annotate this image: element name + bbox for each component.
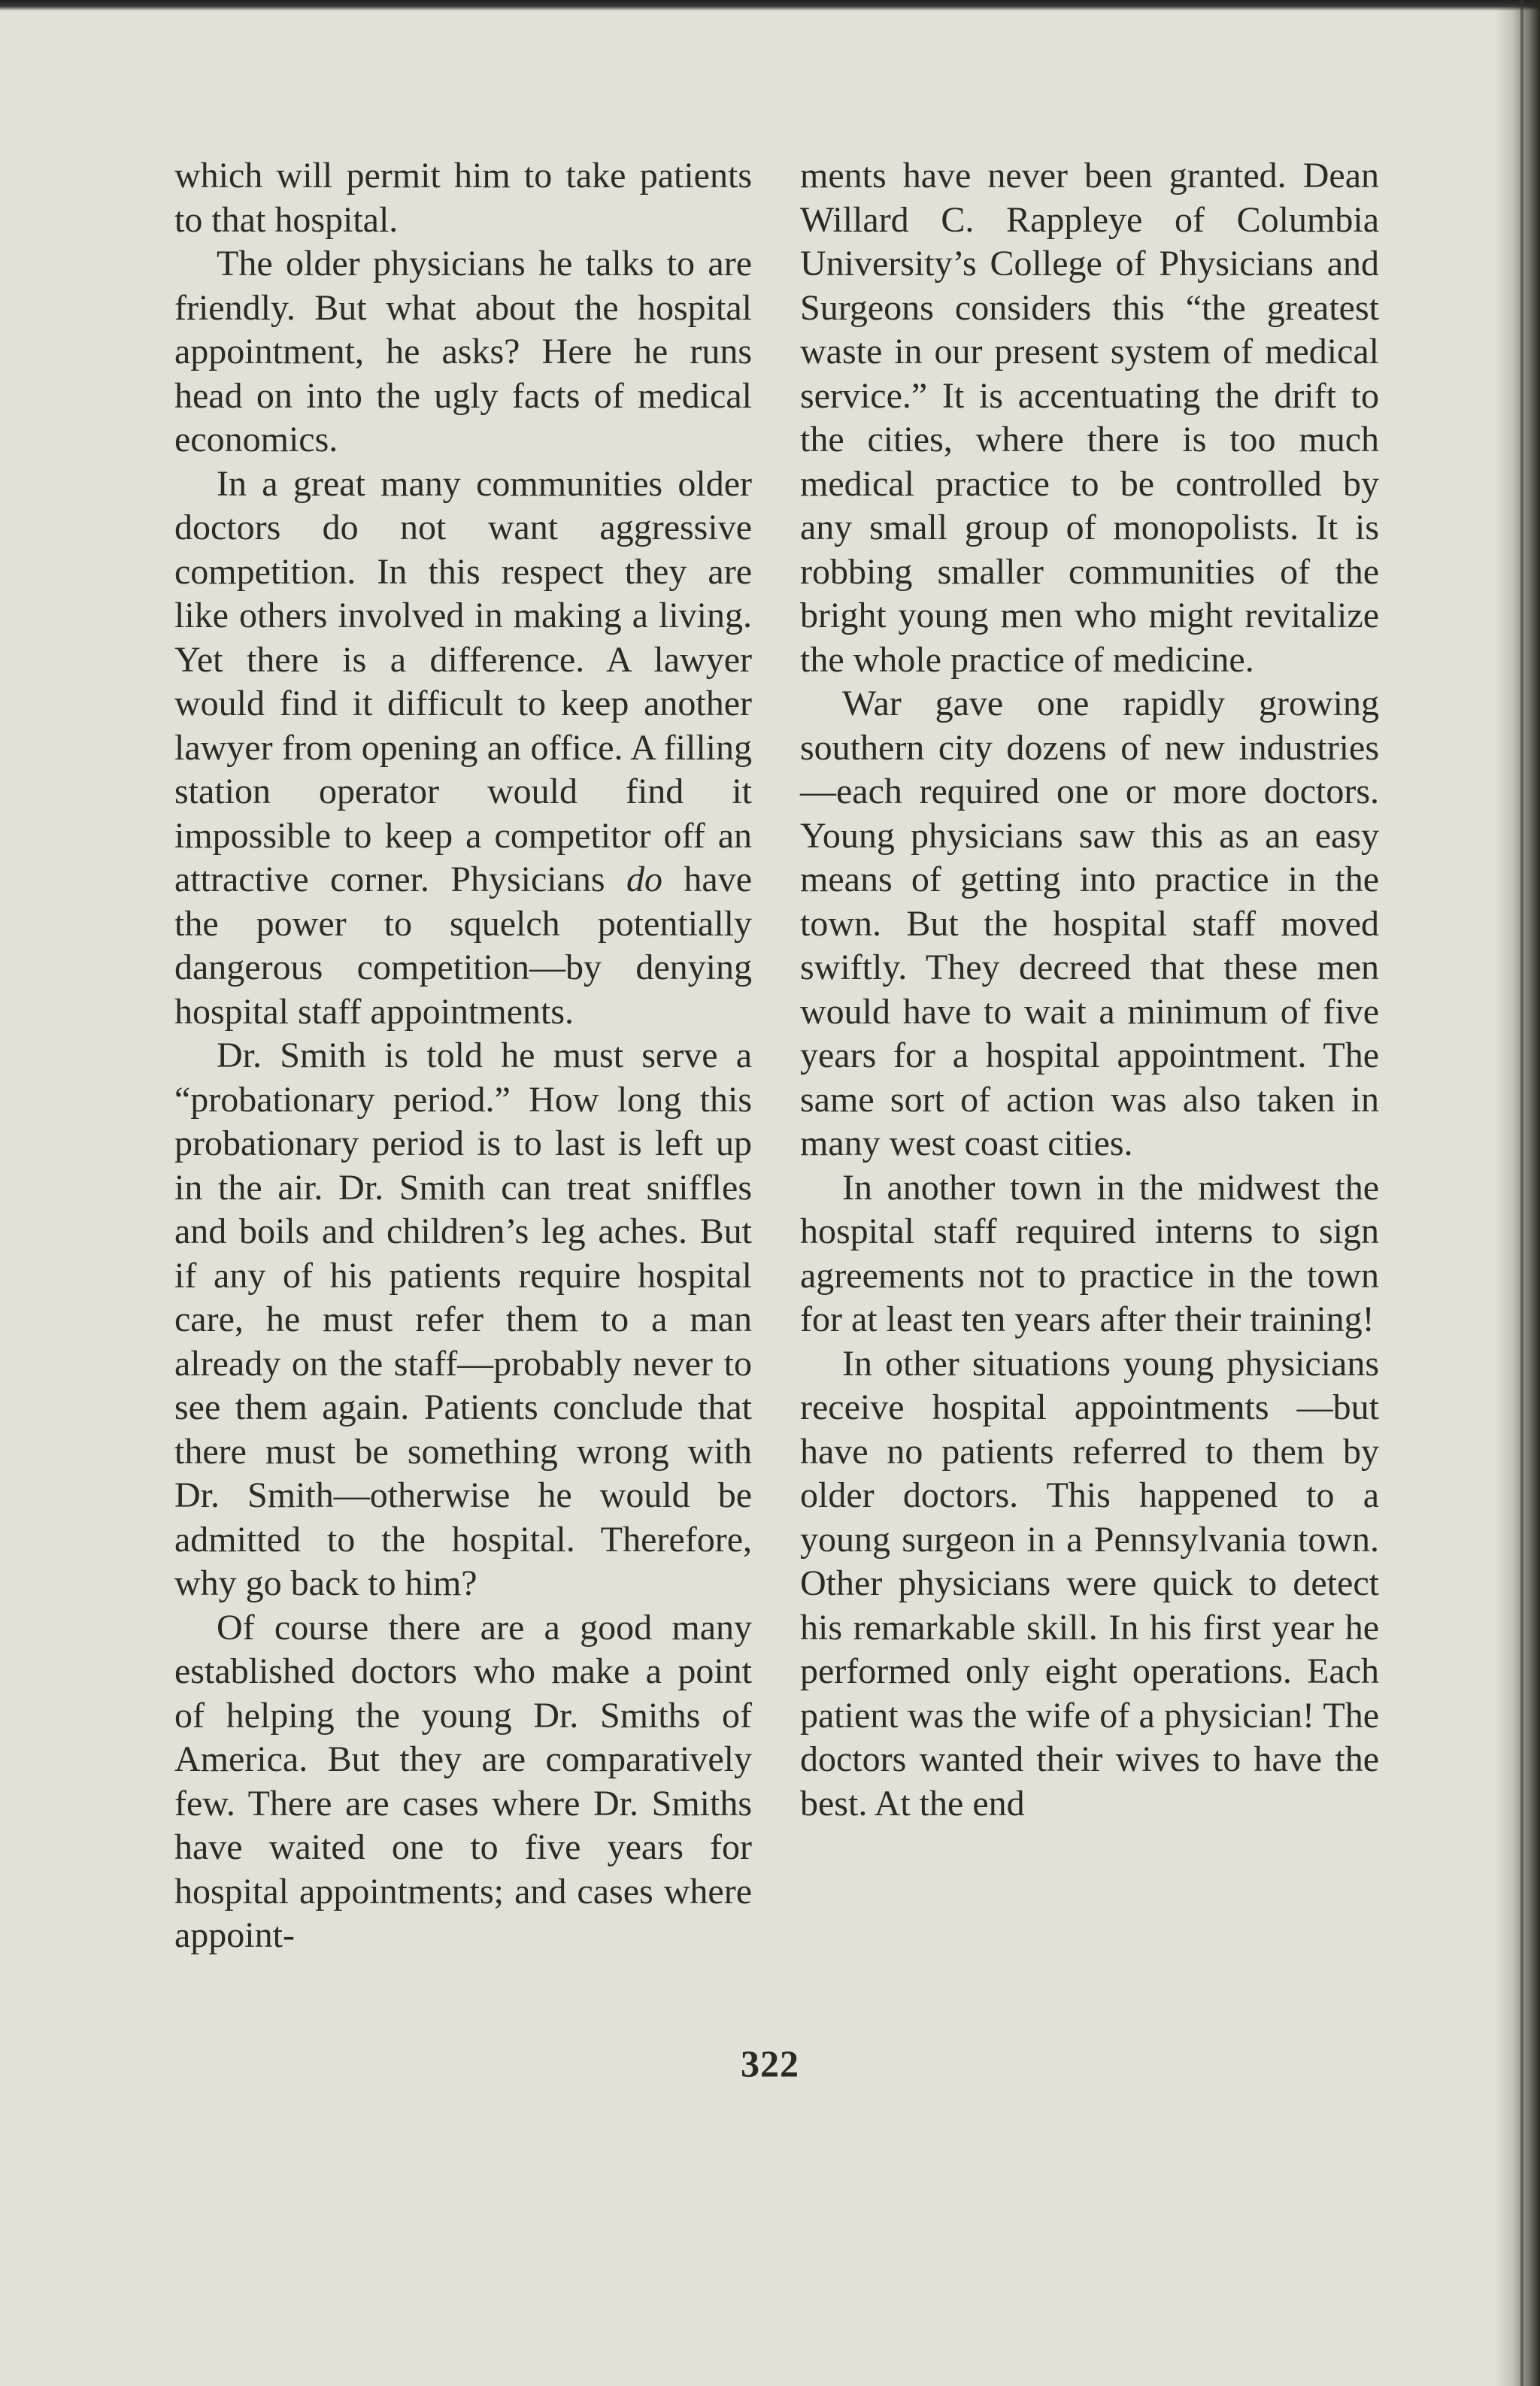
left-paragraph-1: which will permit him to take patients to that hospital. — [174, 156, 752, 240]
right-paragraph-3: In another town in the midwest the hospital staff required interns to sign agreements not to practice in the town for at least ten years after their training! — [800, 1167, 1379, 1339]
page-body — [174, 154, 1378, 2124]
left-paragraph-4: Dr. Smith is told he must serve a “probationary period.” How long this probationary period is to last is left up in the air. Dr. Smith can treat sniffles and boils and children’s leg aches. But if any of his patients require hospital care, he must refer them to a man already on the staff—probably never to see them again. Patients conclude that there must be something wrong with Dr. Smith—otherwise he would be admitted to the hospital. Therefore, why go back to him? — [174, 1035, 752, 1603]
physicians-phrase-start: Physicians — [450, 860, 626, 899]
book-spine-edge — [1520, 0, 1523, 2386]
left-column — [174, 154, 752, 1958]
emphasis-do: do — [626, 860, 662, 899]
right-paragraph-2: War gave one rapidly growing southern city dozens of new industries—each required one or more doctors. Young physicians saw this as an easy means of getting into practice in the town. But the hospital staff moved swiftly. They decreed that these men would have to wait a minimum of five years for a hospital appointment. The same sort of action was also taken in many west coast cities. — [800, 684, 1379, 1163]
right-paragraph-1: ments have never been granted. Dean Willard C. Rappleye of Columbia University’s College of Physicians and Surgeons considers this “the greatest waste in our present system of medical service.” It is accentuating the drift to the cities, where there is too much medical practice to be controlled by any small group of monopolists. It is robbing smaller communities of the bright young men who might revitalize the whole practice of medicine. — [800, 156, 1379, 680]
page-top-edge — [0, 0, 1540, 11]
book-spine-shadow — [1495, 0, 1540, 2386]
left-paragraph-2: The older physicians he talks to are friendly. But what about the hospital appointment, he asks? Here he runs head on into the ugly facts of medical economics. — [174, 244, 752, 459]
right-paragraph-4: In other situations young physicians receive hospital appointments —but have no patients referred to them by older doctors. This happened to a young surgeon in a Pennsylvania town. Other physicians were quick to detect his remarkable skill. In his first year he performed only eight operations. Each patient was the wife of a physician! The doctors wanted their wives to have the best. At the end — [800, 1343, 1379, 1824]
left-paragraph-3 — [174, 462, 752, 1035]
physicians-phrase-end: have the power to squelch potentially dangerous competition—by denying hospital staff appointments. — [174, 860, 752, 1032]
right-column — [800, 154, 1379, 1826]
left-paragraph-3-text: In a great many communities older doctors do not want aggressive competition. In this respect they are like others involved in making a living. Yet there is a difference. A lawyer would find it difficult to keep another lawyer from opening an office. A filling station operator would find it impossible to keep a competitor off an attractive corner. — [174, 463, 752, 899]
page-number: 322 — [741, 2042, 799, 2084]
left-paragraph-5: Of course there are a good many established doctors who make a point of helping the young Dr. Smiths of America. But they are comparatively few. There are cases where Dr. Smiths have waited one to five years for hospital appointments; and cases where appoint- — [174, 1607, 752, 1955]
